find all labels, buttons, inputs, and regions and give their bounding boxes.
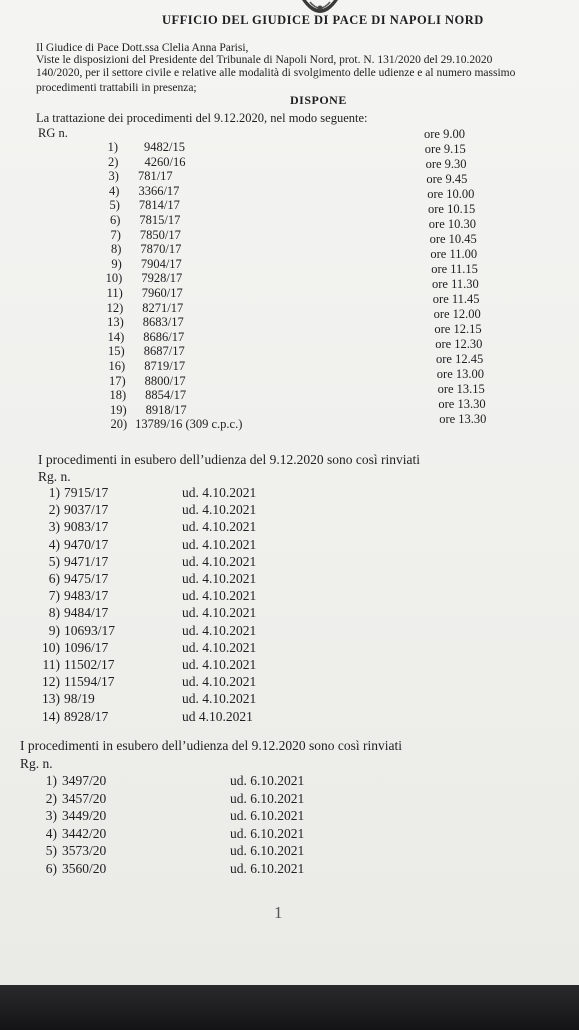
postponed-1-hearing-date: ud. 4.10.2021 <box>182 571 257 586</box>
postponed-1-hearing-date: ud. 4.10.2021 <box>182 519 257 535</box>
postponed-2-rg-number: 3560/20 <box>62 861 107 876</box>
postponed-1-rg-number: 9483/17 <box>64 588 109 604</box>
postponed-1-rg-number: 9484/17 <box>64 605 109 621</box>
postponed-2-rg-number: 3457/20 <box>62 790 107 806</box>
postponed-2-index: 4) <box>45 825 57 841</box>
provision-line-1: Viste le disposizioni del Presidente del Tribunale di Napoli Nord, prot. N. 131/2020 del 29.10.2020 <box>36 54 493 66</box>
schedule-rg-number: 8687/17 <box>143 344 185 359</box>
schedule-rg-number: 8918/17 <box>145 402 187 417</box>
schedule-index: 8) <box>110 242 122 257</box>
postponed-1-rg-number: 10693/17 <box>64 622 116 638</box>
schedule-index: 2) <box>108 154 119 169</box>
postponed-1-rg-number: 11594/17 <box>64 674 115 690</box>
schedule-time: ore 12.30 <box>435 337 483 351</box>
schedule-time: ore 10.30 <box>428 217 477 231</box>
provision-line-2: 140/2020, per il settore civile e relative alle modalità di svolgimento delle udienze e al numero massimo <box>36 67 516 79</box>
postponed-1-index: 9) <box>48 622 60 638</box>
schedule-index: 17) <box>109 373 126 388</box>
schedule-time: ore 12.00 <box>433 307 481 321</box>
schedule-rg-number: 3366/17 <box>138 183 180 198</box>
schedule-index: 20) <box>110 417 128 432</box>
schedule-rg-number: 8854/17 <box>145 388 187 403</box>
postponed-2-hearing-date: ud. 6.10.2021 <box>230 861 305 876</box>
schedule-index: 5) <box>109 198 120 213</box>
postponed-2-rg-number: 3449/20 <box>62 808 107 824</box>
schedule-rg-number: 7904/17 <box>140 256 182 271</box>
schedule-rg-number: 4260/16 <box>144 154 186 169</box>
schedule-time: ore 12.15 <box>434 322 482 336</box>
schedule-index: 7) <box>110 227 121 242</box>
schedule-index: 10) <box>105 271 123 286</box>
postponed-2-hearing-date: ud. 6.10.2021 <box>230 808 305 824</box>
postponed-1-hearing-date: ud. 4.10.2021 <box>182 605 257 621</box>
postponed-1-index: 14) <box>42 708 60 724</box>
schedule-index: 11) <box>106 286 123 300</box>
postponed-1-hearing-date: ud. 4.10.2021 <box>182 691 257 707</box>
provision-line-3: procedimenti trattabili in presenza; <box>36 82 197 94</box>
desk-surface <box>0 985 579 1030</box>
schedule-time: ore 11.30 <box>432 277 479 291</box>
postponed-2-hearing-date: ud. 6.10.2021 <box>230 773 305 788</box>
postponed-1-hearing-date: ud. 4.10.2021 <box>182 588 257 604</box>
schedule-time: ore 13.30 <box>438 397 486 411</box>
postponed-1-rg-number: 98/19 <box>64 691 95 707</box>
postponed-1-hearing-date: ud. 4.10.2021 <box>182 553 257 569</box>
schedule-index: 1) <box>107 140 118 154</box>
schedule-time: ore 9.15 <box>424 142 466 156</box>
postponed-1-rg-number: 9083/17 <box>64 519 109 535</box>
postponed-1-index: 10) <box>42 639 60 655</box>
schedule-time: ore 11.45 <box>432 292 480 306</box>
schedule-time: ore 13.15 <box>437 382 485 396</box>
schedule-rg-number: 8719/17 <box>144 359 186 373</box>
schedule-time: ore 9.00 <box>424 127 465 141</box>
schedule-index: 9) <box>111 256 122 271</box>
postponed-1-index: 4) <box>48 536 60 552</box>
schedule-index: 13) <box>107 315 124 330</box>
postponed-2-rg-number: 3573/20 <box>62 843 107 859</box>
schedule-rg-number: 7850/17 <box>139 227 181 242</box>
schedule-index: 12) <box>106 300 124 315</box>
rg-label: RG n. <box>38 126 68 140</box>
schedule-index: 15) <box>108 344 125 359</box>
dispone-heading: DISPONE <box>290 93 347 107</box>
schedule-rg-number: 7814/17 <box>138 198 180 213</box>
schedule-time: ore 9.45 <box>426 172 468 186</box>
postponed-1-index: 12) <box>42 674 60 690</box>
schedule-time: ore 10.45 <box>429 232 477 246</box>
postponed-1-index: 8) <box>48 605 60 621</box>
schedule-index: 14) <box>107 329 125 344</box>
postponed-1-hearing-date: ud. 4.10.2021 <box>182 502 257 518</box>
postponed-1-index: 5) <box>48 553 60 569</box>
schedule-rg-number: 7870/17 <box>140 242 182 257</box>
postponed-1-index: 13) <box>42 691 60 707</box>
office-title: UFFICIO DEL GIUDICE DI PACE DI NAPOLI NORD <box>162 13 484 27</box>
postponed-rg-label-2: Rg. n. <box>20 756 53 771</box>
schedule-index: 6) <box>109 213 121 227</box>
schedule-rg-number: 9482/15 <box>144 140 185 154</box>
postponed-1-index: 11) <box>42 657 60 672</box>
schedule-rg-number: 7928/17 <box>141 271 183 286</box>
postponed-1-hearing-date: ud. 4.10.2021 <box>182 657 257 672</box>
postponed-1-hearing-date: ud. 4.10.2021 <box>182 536 257 552</box>
postponed-heading-2: I procedimenti in esubero dell’udienza del 9.12.2020 sono così rinviati <box>20 738 403 753</box>
schedule-index: 3) <box>108 169 119 184</box>
schedule-time: ore 13.00 <box>436 367 485 381</box>
postponed-1-hearing-date: ud. 4.10.2021 <box>182 639 257 655</box>
schedule-index: 19) <box>109 402 127 417</box>
schedule-rg-number: 781/17 <box>137 169 173 184</box>
postponed-1-rg-number: 11502/17 <box>64 657 115 672</box>
postponed-2-index: 6) <box>45 861 57 876</box>
schedule-time: ore 12.45 <box>436 352 484 366</box>
postponed-1-rg-number: 1096/17 <box>64 639 109 655</box>
postponed-2-rg-number: 3442/20 <box>62 825 107 841</box>
schedule-time: ore 11.15 <box>431 262 478 276</box>
postponed-rg-label-1: Rg. n. <box>38 469 71 484</box>
postponed-2-hearing-date: ud. 6.10.2021 <box>230 790 305 806</box>
judge-line: Il Giudice di Pace Dott.ssa Clelia Anna Parisi, <box>36 42 249 54</box>
schedule-time: ore 9.30 <box>425 157 467 171</box>
postponed-2-rg-number: 3497/20 <box>62 773 107 788</box>
schedule-index: 4) <box>109 183 120 198</box>
schedule-rg-number: 8271/17 <box>142 300 184 315</box>
postponed-2-index: 1) <box>45 773 57 788</box>
postponed-1-rg-number: 9037/17 <box>64 502 109 518</box>
postponed-2-hearing-date: ud. 6.10.2021 <box>230 825 305 841</box>
schedule-rg-number: 8683/17 <box>142 315 184 330</box>
schedule-index: 18) <box>109 388 127 403</box>
postponed-1-index: 2) <box>48 502 60 518</box>
schedule-time: ore 11.00 <box>430 247 478 261</box>
schedule-rg-number: 7815/17 <box>139 213 181 227</box>
postponed-1-hearing-date: ud. 4.10.2021 <box>182 485 257 500</box>
postponed-1-index: 3) <box>48 519 60 535</box>
postponed-1-index: 1) <box>48 485 60 500</box>
postponed-1-rg-number: 7915/17 <box>64 485 109 500</box>
trattazione-line: La trattazione dei procedimenti del 9.12.2020, nel modo seguente: <box>36 111 368 125</box>
schedule-rg-number: 13789/16 (309 c.p.c.) <box>135 417 243 432</box>
postponed-2-index: 5) <box>45 843 57 859</box>
postponed-1-hearing-date: ud. 4.10.2021 <box>182 674 257 690</box>
postponed-1-rg-number: 9475/17 <box>64 571 109 586</box>
postponed-1-rg-number: 8928/17 <box>64 708 109 724</box>
postponed-1-rg-number: 9470/17 <box>64 536 109 552</box>
postponed-2-hearing-date: ud. 6.10.2021 <box>230 843 305 859</box>
schedule-rg-number: 8800/17 <box>144 373 186 388</box>
postponed-1-rg-number: 9471/17 <box>64 553 109 569</box>
schedule-time: ore 10.00 <box>427 187 475 201</box>
postponed-1-hearing-date: ud 4.10.2021 <box>182 708 253 724</box>
postponed-1-index: 7) <box>48 588 60 604</box>
schedule-time: ore 10.15 <box>428 202 476 216</box>
schedule-rg-number: 8686/17 <box>143 329 185 344</box>
postponed-2-index: 3) <box>45 808 57 824</box>
postponed-1-index: 6) <box>48 571 60 586</box>
schedule-rg-number: 7960/17 <box>141 286 183 300</box>
postponed-2-index: 2) <box>45 790 57 806</box>
page-number: 1 <box>274 903 283 922</box>
schedule-index: 16) <box>108 359 126 373</box>
schedule-time: ore 13.30 <box>439 412 487 426</box>
postponed-heading-1: I procedimenti in esubero dell’udienza del 9.12.2020 sono così rinviati <box>38 452 421 467</box>
postponed-1-hearing-date: ud. 4.10.2021 <box>182 622 257 638</box>
